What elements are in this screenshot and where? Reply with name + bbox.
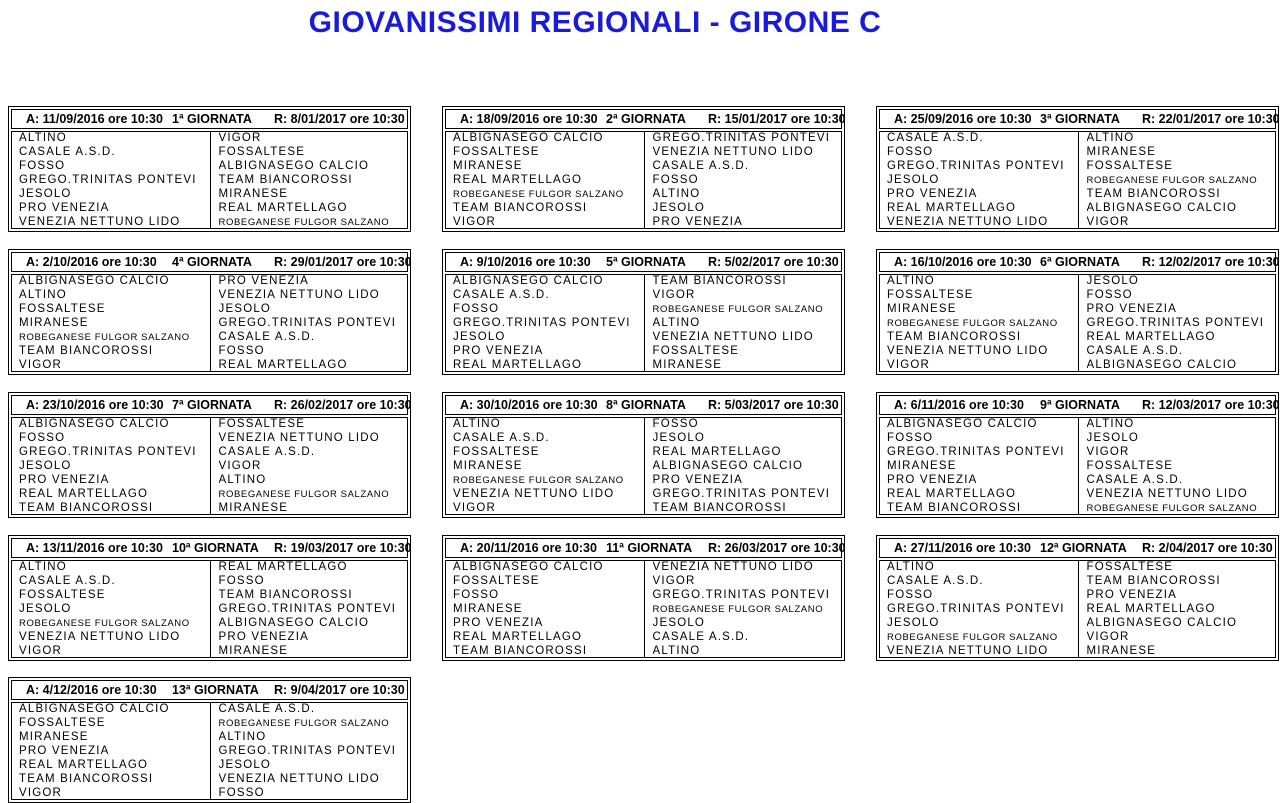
team-name: GREGO.TRINITAS PONTEVI [453, 317, 631, 329]
match-list [11, 702, 408, 800]
team-name: TEAM BIANCOROSSI [19, 773, 154, 785]
andata-date: A: 18/09/2016 ore 10:30 [460, 112, 598, 126]
team-name: VIGOR [218, 132, 262, 144]
team-name: VIGOR [887, 359, 931, 371]
andata-date: A: 27/11/2016 ore 10:30 [894, 541, 1031, 555]
team-name: REAL MARTELLAGO [453, 359, 583, 371]
round-card [876, 106, 1279, 232]
team-name: VENEZIA NETTUNO LIDO [652, 331, 814, 343]
away-teams [210, 418, 408, 514]
team-name: GREGO.TRINITAS PONTEVI [887, 446, 1065, 458]
round-number: 11ª GIORNATA [606, 541, 693, 555]
team-name: VENEZIA NETTUNO LIDO [218, 289, 380, 301]
team-name: ALTINO [887, 561, 935, 573]
team-name: GREGO.TRINITAS PONTEVI [19, 446, 197, 458]
team-name: JESOLO [652, 202, 706, 214]
andata-date: A: 11/09/2016 ore 10:30 [26, 112, 163, 126]
match-list [11, 560, 408, 658]
round-number: 9ª GIORNATA [1040, 398, 1120, 412]
home-teams [446, 132, 644, 228]
team-name: PRO VENEZIA [1086, 303, 1178, 315]
team-name: VIGOR [19, 645, 63, 657]
team-name: FOSSALTESE [652, 345, 740, 357]
team-name: GREGO.TRINITAS PONTEVI [652, 589, 831, 601]
team-name: ALBIGNASEGO CALCIO [19, 703, 170, 715]
home-teams [880, 561, 1078, 657]
team-name: ALTINO [652, 317, 701, 329]
team-name: VIGOR [218, 460, 262, 472]
match-list [11, 274, 408, 372]
team-name: ROBEGANESE FULGOR SALZANO [19, 332, 190, 343]
team-name: FOSSO [1086, 289, 1133, 301]
team-name: FOSSALTESE [1086, 561, 1174, 573]
team-name: CASALE A.S.D. [218, 703, 316, 715]
team-name: VIGOR [453, 502, 497, 514]
round-number: 8ª GIORNATA [606, 398, 686, 412]
andata-date: A: 2/10/2016 ore 10:30 [26, 255, 157, 269]
round-number: 4ª GIORNATA [172, 255, 252, 269]
team-name: FOSSO [887, 589, 934, 601]
team-name: CASALE A.S.D. [887, 575, 984, 587]
home-teams [12, 275, 210, 371]
round-number: 2ª GIORNATA [606, 112, 686, 126]
round-number: 3ª GIORNATA [1040, 112, 1120, 126]
andata-date: A: 9/10/2016 ore 10:30 [460, 255, 591, 269]
team-name: VIGOR [652, 575, 696, 587]
team-name: ALTINO [19, 561, 67, 573]
team-name: MIRANESE [887, 303, 957, 315]
team-name: PRO VENEZIA [1086, 589, 1178, 601]
team-name: FOSSALTESE [218, 146, 306, 158]
andata-date: A: 4/12/2016 ore 10:30 [26, 683, 157, 697]
andata-date: A: 20/11/2016 ore 10:30 [460, 541, 597, 555]
away-teams [1078, 132, 1276, 228]
team-name: VIGOR [453, 216, 497, 228]
team-name: ALTINO [218, 474, 267, 486]
away-teams [644, 275, 842, 371]
match-list [11, 131, 408, 229]
home-teams [446, 275, 644, 371]
round-number: 1ª GIORNATA [172, 112, 252, 126]
team-name: FOSSALTESE [1086, 460, 1174, 472]
team-name: ROBEGANESE FULGOR SALZANO [652, 304, 824, 315]
team-name: CASALE A.S.D. [218, 331, 316, 343]
team-name: JESOLO [887, 174, 940, 186]
team-name: ROBEGANESE FULGOR SALZANO [1086, 503, 1258, 514]
ritorno-date: R: 26/03/2017 ore 10:30 [708, 541, 846, 555]
team-name: ALBIGNASEGO CALCIO [19, 275, 170, 287]
team-name: FOSSO [218, 787, 265, 799]
team-name: JESOLO [218, 759, 272, 771]
team-name: JESOLO [19, 460, 72, 472]
team-name: ROBEGANESE FULGOR SALZANO [453, 475, 624, 486]
andata-date: A: 16/10/2016 ore 10:30 [894, 255, 1032, 269]
round-number: 5ª GIORNATA [606, 255, 686, 269]
away-teams [210, 561, 408, 657]
team-name: ALBIGNASEGO CALCIO [453, 275, 604, 287]
round-header [445, 538, 846, 558]
team-name: VENEZIA NETTUNO LIDO [19, 631, 181, 643]
round-number: 6ª GIORNATA [1040, 255, 1120, 269]
team-name: TEAM BIANCOROSSI [19, 345, 154, 357]
team-name: ROBEGANESE FULGOR SALZANO [218, 718, 390, 729]
round-header [445, 395, 842, 415]
team-name: MIRANESE [19, 317, 89, 329]
team-name: ROBEGANESE FULGOR SALZANO [887, 632, 1058, 643]
team-name: FOSSALTESE [453, 146, 540, 158]
team-name: MIRANESE [218, 645, 289, 657]
team-name: GREGO.TRINITAS PONTEVI [652, 132, 831, 144]
team-name: VENEZIA NETTUNO LIDO [887, 216, 1049, 228]
team-name: CASALE A.S.D. [453, 289, 550, 301]
ritorno-date: R: 26/02/2017 ore 10:30 [274, 398, 412, 412]
ritorno-date: R: 12/03/2017 ore 10:30 [1142, 398, 1280, 412]
team-name: VENEZIA NETTUNO LIDO [453, 488, 615, 500]
team-name: REAL MARTELLAGO [19, 759, 149, 771]
team-name: JESOLO [218, 303, 272, 315]
team-name: TEAM BIANCOROSSI [652, 275, 787, 287]
team-name: MIRANESE [218, 502, 289, 514]
away-teams [210, 703, 408, 799]
team-name: FOSSALTESE [453, 446, 540, 458]
home-teams [880, 275, 1078, 371]
team-name: ALTINO [1086, 132, 1135, 144]
round-number: 13ª GIORNATA [172, 683, 259, 697]
match-list [879, 131, 1276, 229]
round-number: 12ª GIORNATA [1040, 541, 1127, 555]
away-teams [644, 561, 842, 657]
team-name: GREGO.TRINITAS PONTEVI [19, 174, 197, 186]
team-name: JESOLO [1086, 275, 1140, 287]
round-header [879, 252, 1280, 272]
team-name: CASALE A.S.D. [19, 146, 116, 158]
team-name: MIRANESE [652, 359, 723, 371]
team-name: JESOLO [19, 603, 72, 615]
team-name: VENEZIA NETTUNO LIDO [652, 146, 814, 158]
away-teams [210, 275, 408, 371]
andata-date: A: 13/11/2016 ore 10:30 [26, 541, 163, 555]
round-card [8, 106, 411, 232]
team-name: ALTINO [652, 188, 701, 200]
andata-date: A: 23/10/2016 ore 10:30 [26, 398, 164, 412]
team-name: VIGOR [19, 787, 63, 799]
home-teams [12, 561, 210, 657]
team-name: MIRANESE [453, 460, 523, 472]
team-name: CASALE A.S.D. [652, 631, 750, 643]
team-name: TEAM BIANCOROSSI [887, 331, 1022, 343]
team-name: GREGO.TRINITAS PONTEVI [218, 317, 397, 329]
team-name: MIRANESE [19, 731, 89, 743]
team-name: CASALE A.S.D. [1086, 474, 1184, 486]
team-name: TEAM BIANCOROSSI [1086, 575, 1221, 587]
team-name: FOSSALTESE [453, 575, 540, 587]
round-card [442, 392, 845, 518]
round-header [879, 395, 1280, 415]
team-name: ROBEGANESE FULGOR SALZANO [1086, 175, 1258, 186]
team-name: CASALE A.S.D. [1086, 345, 1184, 357]
team-name: TEAM BIANCOROSSI [19, 502, 154, 514]
ritorno-date: R: 2/04/2017 ore 10:30 [1142, 541, 1273, 555]
team-name: VIGOR [1086, 216, 1130, 228]
team-name: REAL MARTELLAGO [218, 561, 348, 573]
team-name: ALBIGNASEGO CALCIO [453, 561, 604, 573]
team-name: REAL MARTELLAGO [453, 631, 583, 643]
team-name: MIRANESE [453, 160, 523, 172]
round-card [876, 392, 1279, 518]
match-list [445, 560, 842, 658]
round-card [8, 677, 411, 803]
round-card [8, 392, 411, 518]
team-name: ALTINO [19, 132, 67, 144]
round-card [8, 249, 411, 375]
team-name: PRO VENEZIA [652, 216, 744, 228]
team-name: ALBIGNASEGO CALCIO [453, 132, 604, 144]
round-header [11, 538, 412, 558]
ritorno-date: R: 15/01/2017 ore 10:30 [708, 112, 846, 126]
round-header [445, 109, 846, 129]
team-name: TEAM BIANCOROSSI [453, 202, 588, 214]
team-name: FOSSO [453, 303, 500, 315]
team-name: FOSSALTESE [19, 589, 106, 601]
away-teams [1078, 561, 1276, 657]
round-header [879, 109, 1280, 129]
team-name: VENEZIA NETTUNO LIDO [887, 345, 1049, 357]
round-header [11, 680, 408, 700]
team-name: TEAM BIANCOROSSI [652, 502, 787, 514]
team-name: JESOLO [1086, 432, 1140, 444]
team-name: REAL MARTELLAGO [218, 202, 348, 214]
round-header [11, 109, 408, 129]
team-name: PRO VENEZIA [887, 474, 978, 486]
home-teams [446, 561, 644, 657]
round-header [879, 538, 1276, 558]
team-name: VENEZIA NETTUNO LIDO [1086, 488, 1248, 500]
team-name: REAL MARTELLAGO [453, 174, 583, 186]
home-teams [12, 418, 210, 514]
team-name: MIRANESE [218, 188, 289, 200]
round-number: 10ª GIORNATA [172, 541, 259, 555]
team-name: ALBIGNASEGO CALCIO [1086, 359, 1238, 371]
team-name: ALTINO [19, 289, 67, 301]
team-name: PRO VENEZIA [218, 275, 310, 287]
ritorno-date: R: 22/01/2017 ore 10:30 [1142, 112, 1280, 126]
team-name: VENEZIA NETTUNO LIDO [218, 432, 380, 444]
away-teams [1078, 418, 1276, 514]
match-list [11, 417, 408, 515]
team-name: ROBEGANESE FULGOR SALZANO [19, 618, 190, 629]
team-name: TEAM BIANCOROSSI [218, 589, 353, 601]
team-name: PRO VENEZIA [453, 345, 544, 357]
ritorno-date: R: 8/01/2017 ore 10:30 [274, 112, 405, 126]
team-name: GREGO.TRINITAS PONTEVI [218, 745, 397, 757]
round-card [8, 535, 411, 661]
team-name: PRO VENEZIA [218, 631, 310, 643]
page-title: GIOVANISSIMI REGIONALI - GIRONE C [308, 6, 882, 39]
team-name: FOSSO [887, 432, 934, 444]
team-name: CASALE A.S.D. [652, 160, 750, 172]
team-name: ALBIGNASEGO CALCIO [19, 418, 170, 430]
round-header [11, 395, 412, 415]
team-name: REAL MARTELLAGO [887, 202, 1017, 214]
team-name: GREGO.TRINITAS PONTEVI [218, 603, 397, 615]
home-teams [880, 418, 1078, 514]
home-teams [12, 132, 210, 228]
team-name: ROBEGANESE FULGOR SALZANO [218, 489, 390, 500]
match-list [879, 560, 1276, 658]
team-name: CASALE A.S.D. [19, 575, 116, 587]
team-name: MIRANESE [1086, 146, 1157, 158]
ritorno-date: R: 19/03/2017 ore 10:30 [274, 541, 412, 555]
match-list [445, 417, 842, 515]
team-name: TEAM BIANCOROSSI [218, 174, 353, 186]
round-card [442, 106, 845, 232]
andata-date: A: 30/10/2016 ore 10:30 [460, 398, 598, 412]
ritorno-date: R: 12/02/2017 ore 10:30 [1142, 255, 1280, 269]
team-name: TEAM BIANCOROSSI [1086, 188, 1221, 200]
andata-date: A: 25/09/2016 ore 10:30 [894, 112, 1032, 126]
team-name: REAL MARTELLAGO [1086, 603, 1216, 615]
round-card [876, 249, 1279, 375]
team-name: PRO VENEZIA [19, 474, 110, 486]
team-name: REAL MARTELLAGO [887, 488, 1017, 500]
team-name: VIGOR [652, 289, 696, 301]
team-name: FOSSO [19, 160, 66, 172]
match-list [445, 131, 842, 229]
team-name: PRO VENEZIA [453, 617, 544, 629]
team-name: GREGO.TRINITAS PONTEVI [652, 488, 831, 500]
team-name: VIGOR [1086, 631, 1130, 643]
team-name: VENEZIA NETTUNO LIDO [19, 216, 181, 228]
team-name: VENEZIA NETTUNO LIDO [218, 773, 380, 785]
team-name: FOSSALTESE [19, 303, 106, 315]
team-name: ALTINO [887, 275, 935, 287]
round-header [445, 252, 842, 272]
away-teams [210, 132, 408, 228]
team-name: ALTINO [652, 645, 701, 657]
team-name: MIRANESE [1086, 645, 1157, 657]
match-list [879, 417, 1276, 515]
match-list [445, 274, 842, 372]
team-name: PRO VENEZIA [19, 745, 110, 757]
team-name: JESOLO [887, 617, 940, 629]
team-name: PRO VENEZIA [19, 202, 110, 214]
round-card [442, 249, 845, 375]
match-list [879, 274, 1276, 372]
team-name: FOSSO [652, 174, 699, 186]
team-name: FOSSO [652, 418, 699, 430]
team-name: FOSSO [453, 589, 500, 601]
team-name: ALBIGNASEGO CALCIO [887, 418, 1038, 430]
team-name: VENEZIA NETTUNO LIDO [887, 645, 1049, 657]
team-name: VIGOR [19, 359, 63, 371]
team-name: MIRANESE [887, 460, 957, 472]
team-name: REAL MARTELLAGO [19, 488, 149, 500]
team-name: ALBIGNASEGO CALCIO [1086, 617, 1238, 629]
team-name: JESOLO [19, 188, 72, 200]
team-name: MIRANESE [453, 603, 523, 615]
team-name: CASALE A.S.D. [218, 446, 316, 458]
ritorno-date: R: 9/04/2017 ore 10:30 [274, 683, 405, 697]
team-name: REAL MARTELLAGO [652, 446, 782, 458]
ritorno-date: R: 5/03/2017 ore 10:30 [708, 398, 839, 412]
team-name: FOSSO [887, 146, 934, 158]
away-teams [644, 132, 842, 228]
team-name: ALBIGNASEGO CALCIO [652, 460, 804, 472]
team-name: CASALE A.S.D. [887, 132, 984, 144]
away-teams [1078, 275, 1276, 371]
team-name: ALBIGNASEGO CALCIO [1086, 202, 1238, 214]
team-name: ALTINO [218, 731, 267, 743]
team-name: REAL MARTELLAGO [218, 359, 348, 371]
team-name: CASALE A.S.D. [453, 432, 550, 444]
team-name: FOSSALTESE [218, 418, 306, 430]
team-name: FOSSALTESE [887, 289, 974, 301]
team-name: FOSSO [218, 575, 265, 587]
away-teams [644, 418, 842, 514]
team-name: ROBEGANESE FULGOR SALZANO [887, 318, 1058, 329]
round-header [11, 252, 412, 272]
andata-date: A: 6/11/2016 ore 10:30 [894, 398, 1024, 412]
team-name: ROBEGANESE FULGOR SALZANO [218, 217, 390, 228]
ritorno-date: R: 29/01/2017 ore 10:30 [274, 255, 412, 269]
team-name: REAL MARTELLAGO [1086, 331, 1216, 343]
team-name: PRO VENEZIA [652, 474, 744, 486]
team-name: ALBIGNASEGO CALCIO [218, 617, 370, 629]
team-name: TEAM BIANCOROSSI [887, 502, 1022, 514]
ritorno-date: R: 5/02/2017 ore 10:30 [708, 255, 839, 269]
team-name: FOSSALTESE [19, 717, 106, 729]
team-name: FOSSALTESE [1086, 160, 1174, 172]
home-teams [446, 418, 644, 514]
team-name: ALBIGNASEGO CALCIO [218, 160, 370, 172]
home-teams [880, 132, 1078, 228]
team-name: ROBEGANESE FULGOR SALZANO [453, 189, 624, 200]
team-name: JESOLO [652, 432, 706, 444]
team-name: VIGOR [1086, 446, 1130, 458]
team-name: FOSSO [218, 345, 265, 357]
team-name: TEAM BIANCOROSSI [453, 645, 588, 657]
round-card [876, 535, 1279, 661]
team-name: FOSSO [19, 432, 66, 444]
team-name: JESOLO [652, 617, 706, 629]
team-name: VENEZIA NETTUNO LIDO [652, 561, 814, 573]
team-name: ALTINO [1086, 418, 1135, 430]
team-name: GREGO.TRINITAS PONTEVI [887, 603, 1065, 615]
team-name: ALTINO [453, 418, 501, 430]
team-name: PRO VENEZIA [887, 188, 978, 200]
team-name: GREGO.TRINITAS PONTEVI [887, 160, 1065, 172]
team-name: GREGO.TRINITAS PONTEVI [1086, 317, 1265, 329]
home-teams [12, 703, 210, 799]
round-number: 7ª GIORNATA [172, 398, 252, 412]
team-name: ROBEGANESE FULGOR SALZANO [652, 604, 824, 615]
team-name: JESOLO [453, 331, 506, 343]
round-card [442, 535, 845, 661]
